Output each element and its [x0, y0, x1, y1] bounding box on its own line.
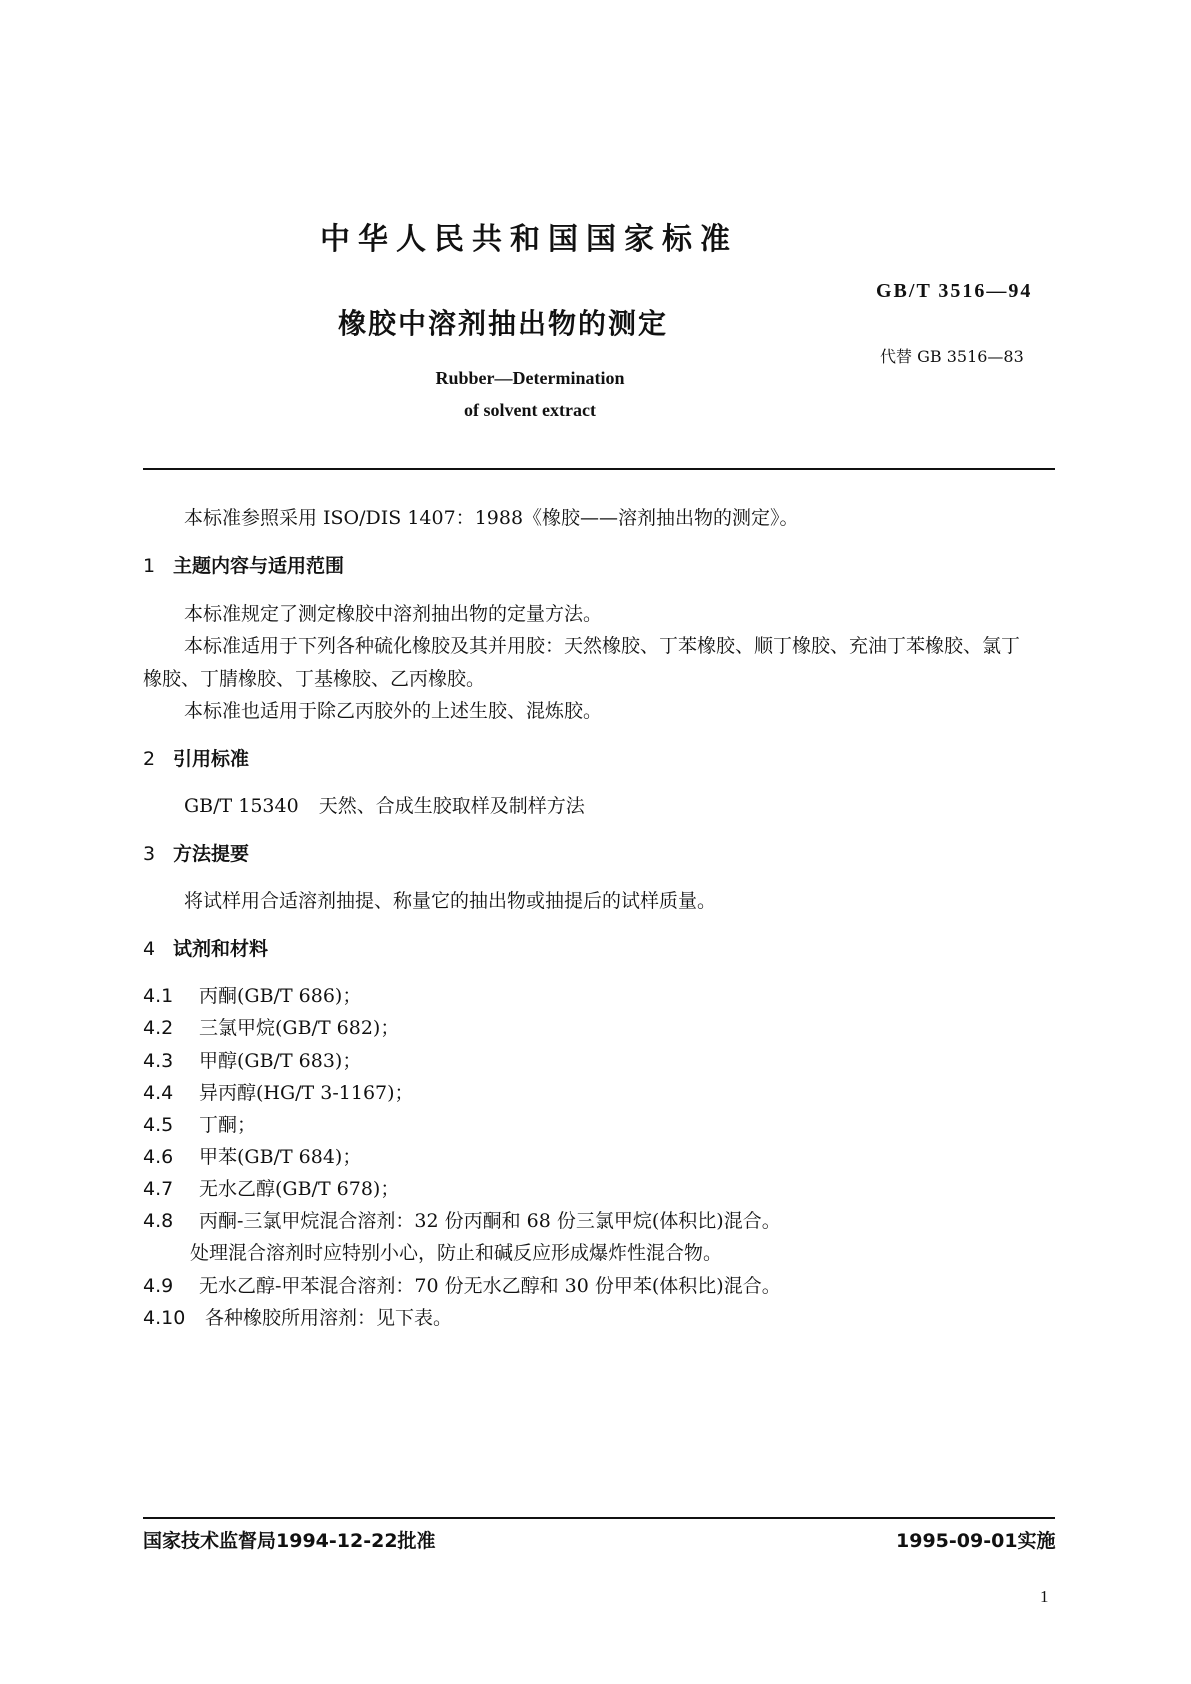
page-number: 1	[1040, 1587, 1049, 1606]
list-item	[143, 1013, 399, 1040]
item-text: 异丙醇(HG/T 3-1167)；	[199, 1082, 414, 1104]
item-number: 4.10	[143, 1307, 186, 1329]
section-3-para-1: 将试样用合适溶剂抽提、称量它的抽出物或抽提后的试样质量。	[184, 890, 717, 912]
section-3-title: 方法提要	[173, 843, 250, 865]
section-1-para-1: 本标准规定了测定橡胶中溶剂抽出物的定量方法。	[184, 603, 603, 625]
list-item	[143, 1271, 781, 1298]
list-item	[143, 1174, 399, 1201]
english-title-line2: of solvent extract	[464, 400, 596, 420]
item-number: 4.1	[143, 985, 174, 1007]
section-3-number: 3	[143, 843, 156, 865]
intro-paragraph: 本标准参照采用 ISO/DIS 1407：1988《橡胶——溶剂抽出物的测定》。	[184, 507, 799, 529]
item-text: 各种橡胶所用溶剂：见下表。	[205, 1307, 453, 1329]
item-text: 甲醇(GB/T 683)；	[199, 1050, 362, 1072]
list-item	[143, 1078, 414, 1105]
section-1-number: 1	[143, 555, 156, 577]
list-item	[143, 1142, 361, 1169]
list-item-note: 处理混合溶剂时应特别小心，防止和碱反应形成爆炸性混合物。	[190, 1242, 723, 1264]
list-item	[143, 1303, 452, 1330]
item-number: 4.5	[143, 1114, 174, 1136]
effective-date: 1995-09-01实施	[896, 1530, 1056, 1552]
reference-code: GB/T 15340	[184, 795, 299, 817]
item-number: 4.2	[143, 1017, 174, 1039]
item-text: 丙酮-三氯甲烷混合溶剂：32 份丙酮和 68 份三氯甲烷(体积比)混合。	[199, 1210, 781, 1232]
section-1-para-3: 本标准也适用于除乙丙胶外的上述生胶、混炼胶。	[184, 700, 603, 722]
item-text: 甲苯(GB/T 684)；	[199, 1146, 362, 1168]
item-text: 丁酮；	[199, 1114, 257, 1136]
section-4-title: 试剂和材料	[173, 938, 269, 960]
standard-title: 中华人民共和国国家标准	[320, 222, 738, 257]
section-1-para-2-line-1: 本标准适用于下列各种硫化橡胶及其并用胶：天然橡胶、丁苯橡胶、顺丁橡胶、充油丁苯橡胶、氯丁	[184, 635, 1021, 657]
item-number: 4.7	[143, 1178, 174, 1200]
reference-title: 天然、合成生胶取样及制样方法	[318, 795, 585, 817]
section-4-number: 4	[143, 938, 156, 960]
list-item	[143, 1206, 781, 1233]
item-text: 无水乙醇(GB/T 678)；	[199, 1178, 400, 1200]
list-item	[143, 1110, 256, 1137]
reference-standard	[184, 791, 585, 818]
section-1-heading	[143, 551, 344, 578]
list-item	[143, 981, 361, 1008]
section-2-number: 2	[143, 748, 156, 770]
section-2-title: 引用标准	[173, 748, 250, 770]
item-number: 4.6	[143, 1146, 174, 1168]
list-item	[143, 1046, 361, 1073]
standard-number	[876, 278, 1032, 303]
replaces-standard: 代替 GB 3516—83	[880, 347, 1024, 366]
standard-number-text: GB/T 3516—94	[876, 280, 1033, 302]
section-4-heading	[143, 934, 268, 961]
section-3-heading	[143, 839, 249, 866]
section-1-title: 主题内容与适用范围	[173, 555, 345, 577]
section-2-heading	[143, 744, 249, 771]
approval-date: 国家技术监督局1994-12-22批准	[143, 1530, 436, 1552]
document-title: 橡胶中溶剂抽出物的测定	[338, 307, 669, 340]
header-rule	[143, 468, 1055, 470]
item-number: 4.3	[143, 1050, 174, 1072]
item-number: 4.4	[143, 1082, 174, 1104]
section-1-para-2-line-2: 橡胶、丁腈橡胶、丁基橡胶、乙丙橡胶。	[143, 668, 486, 690]
footer-rule	[143, 1517, 1055, 1519]
english-title	[380, 362, 680, 426]
item-text: 三氯甲烷(GB/T 682)；	[199, 1017, 400, 1039]
item-number: 4.9	[143, 1275, 174, 1297]
item-number: 4.8	[143, 1210, 174, 1232]
item-text: 丙酮(GB/T 686)；	[199, 985, 362, 1007]
item-text: 无水乙醇-甲苯混合溶剂：70 份无水乙醇和 30 份甲苯(体积比)混合。	[199, 1275, 781, 1297]
english-title-line1: Rubber—Determination	[435, 368, 625, 388]
